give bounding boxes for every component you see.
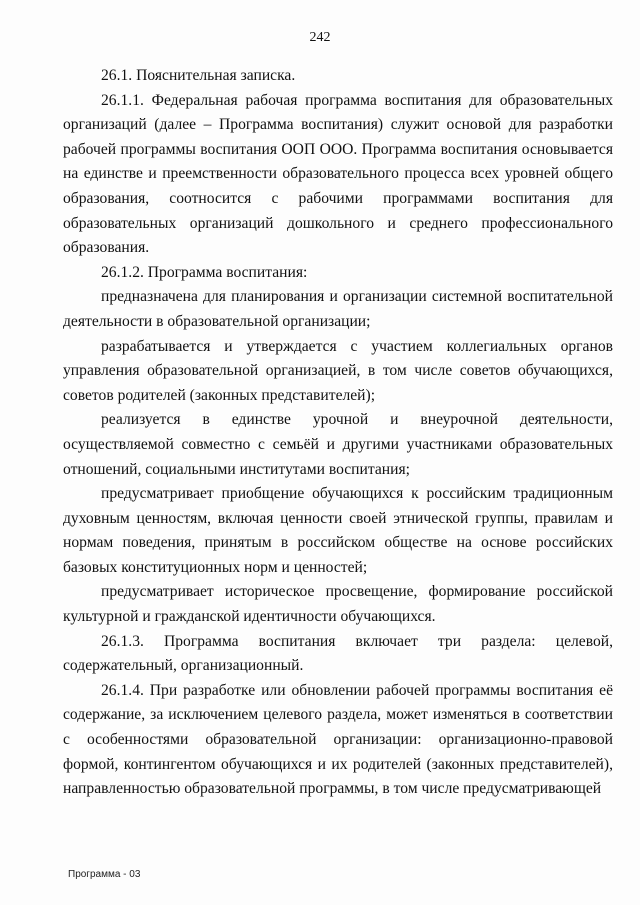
footer-code: Программа - 03 <box>68 869 141 880</box>
paragraph-26-1-3: 26.1.3. Программа воспитания включает три раздела: целевой, содержательный, организационный. <box>63 632 613 675</box>
paragraph-26-1-2: 26.1.2. Программа воспитания: <box>101 263 308 281</box>
list-item-implementation: реализуется в единстве урочной и внеурочной деятельности, осуществляемой совместно с семьёй и другими участниками образовательных отношений, социальными институтами воспитания; <box>63 411 613 478</box>
paragraph-26-1-4: 26.1.4. При разработке или обновлении рабочей программы воспитания её содержание, за исключением целевого раздела, может изменяться в соответствии с особенностями образовательной организации: организационно-правовой формой, контингентом обучающихся и их родителей (законных представителей), направленностью образовательной программы, в том числе предусматривающей <box>63 681 613 798</box>
document-body <box>63 64 613 802</box>
page-number: 242 <box>309 30 331 45</box>
section-heading: 26.1. Пояснительная записка. <box>101 67 296 84</box>
list-item-development: разрабатывается и утверждается с участием коллегиальных органов управления образовательной организацией, в том числе советов обучающихся, советов родителей (законных представителей); <box>63 337 613 404</box>
paragraph-26-1-1: 26.1.1. Федеральная рабочая программа воспитания для образовательных организаций (далее – Программа воспитания) служит основой для разработки рабочей программы воспитания ООП ООО. Программа воспитания основывается на единстве и преемственности образовательного процесса всех уровней общего образования, соотносится с рабочими программами воспитания для образовательных организаций дошкольного и среднего профессионального образования. <box>63 91 613 257</box>
list-item-historical-education: предусматривает историческое просвещение, формирование российской культурной и гражданской идентичности обучающихся. <box>63 583 613 626</box>
list-item-planning: предназначена для планирования и организации системной воспитательной деятельности в образовательной организации; <box>63 288 613 330</box>
list-item-values: предусматривает приобщение обучающихся к российским традиционным духовным ценностям, включая ценности своей этнической группы, правилам и нормам поведения, принятым в российском обществе на основе российских базовых конституционных норм и ценностей; <box>63 485 613 576</box>
